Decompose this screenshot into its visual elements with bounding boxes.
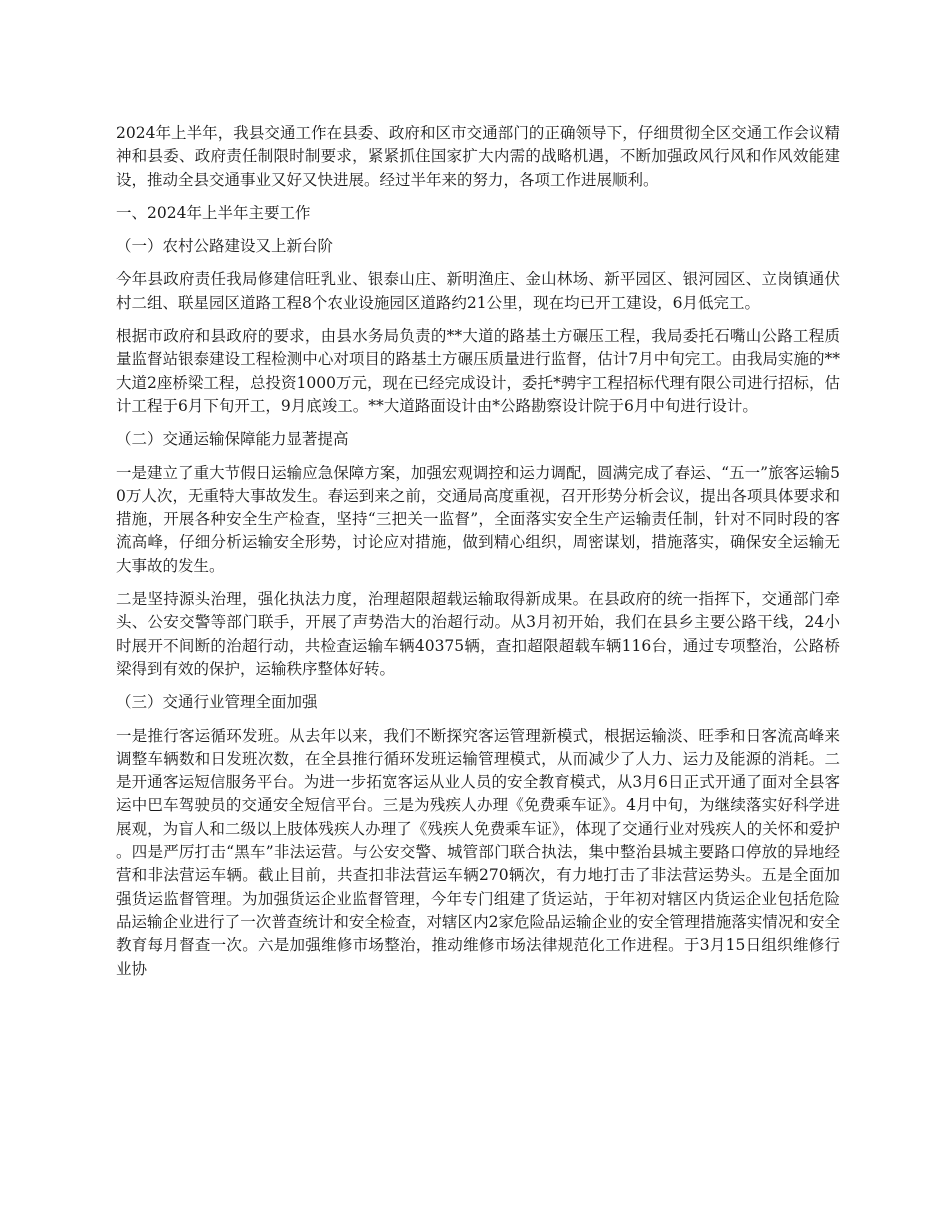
subsection-heading-2: （二）交通运输保障能力显著提高 <box>116 430 349 449</box>
paragraph-holiday-transport: 一是建立了重大节假日运输应急保障方案，加强宏观调控和运力调配，圆满完成了春运、“五一”旅客运输50万人次，无重特大事故发生。春运到来之前，交通局高度重视，召开形势分析会议，提出各项具体要求和措施，开展各种安全生产检查，坚持“三把关一监督”，全面落实安全生产运输责任制，针对不同时段的客流高峰，仔细分析运输安全形势，讨论应对措施，做到精心组织，周密谋划，措施落实，确保安全运输无大事故的发生。 <box>116 463 840 575</box>
paragraph-avenue-project: 根据市政府和县政府的要求，由县水务局负责的**大道的路基土方碾压工程，我局委托石嘴山公路工程质量监督站银泰建设工程检测中心对项目的路基土方碾压质量进行监督，估计7月中旬完工。由我局实施的**大道2座桥梁工程，总投资1000万元，现在已经完成设计，委托*骋宇工程招标代理有限公司进行招标，估计工程于6月下旬开工，9月底竣工。**大道路面设计由*公路勘察设计院于6月中旬进行设计。 <box>116 327 840 415</box>
paragraph-industry-management: 一是推行客运循环发班。从去年以来，我们不断探究客运管理新模式，根据运输淡、旺季和日客流高峰来调整车辆数和日发班次数，在全县推行循环发班运输管理模式，从而减少了人力、运力及能源的消耗。二是开通客运短信服务平台。为进一步拓宽客运从业人员的安全教育模式，从3月6日正式开通了面对全县客运中巴车驾驶员的交通安全短信平台。三是为残疾人办理《免费乘车证》。4月中旬，为继续落实好科学进展观，为盲人和二级以上肢体残疾人办理了《残疾人免费乘车证》，体现了交通行业对残疾人的关怀和爱护。四是严厉打击“黑车”非法运营。与公安交警、城管部门联合执法，集中整治县城主要路口停放的异地经营和非法营运车辆。截止目前，共查扣非法营运车辆270辆次，有力地打击了非法营运势头。五是全面加强货运监督管理。为加强货运企业监督管理，今年专门组建了货运站，于年初对辖区内货运企业包括危险品运输企业进行了一次普查统计和安全检查，对辖区内2家危险品运输企业的安全管理措施落实情况和安全教育每月督查一次。六是加强维修市场整治，推动维修市场法律规范化工作进程。于3月15日组织维修行业协 <box>116 726 840 978</box>
subsection-heading-1: （一）农村公路建设又上新台阶 <box>116 237 334 256</box>
intro-paragraph: 2024年上半年，我县交通工作在县委、政府和区市交通部门的正确领导下，仔细贯彻全区交通工作会议精神和县委、政府责任制限时制要求，紧紧抓住国家扩大内需的战略机遇，不断加强政风行风和作风效能建设，推动全县交通事业又好又快进展。经过半年来的努力，各项工作进展顺利。 <box>116 124 840 189</box>
paragraph-overload-control: 二是坚持源头治理，强化执法力度，治理超限超载运输取得新成果。在县政府的统一指挥下，交通部门牵头、公安交警等部门联手，开展了声势浩大的治超行动。从3月初开始，我们在县乡主要公路干线，24小时展开不间断的治超行动，共检查运输车辆40375辆，查扣超限超载车辆116台，通过专项整治，公路桥梁得到有效的保护，运输秩序整体好转。 <box>116 590 840 678</box>
subsection-heading-3: （三）交通行业管理全面加强 <box>116 693 318 712</box>
paragraph-rural-roads: 今年县政府责任我局修建信旺乳业、银泰山庄、新明渔庄、金山林场、新平园区、银河园区、立岗镇通伏村二组、联星园区道路工程8个农业设施园区道路约21公里，现在均已开工建设，6月低完工。 <box>116 270 840 312</box>
section-heading-1: 一、2024年上半年主要工作 <box>116 203 311 222</box>
document-body <box>116 122 840 991</box>
